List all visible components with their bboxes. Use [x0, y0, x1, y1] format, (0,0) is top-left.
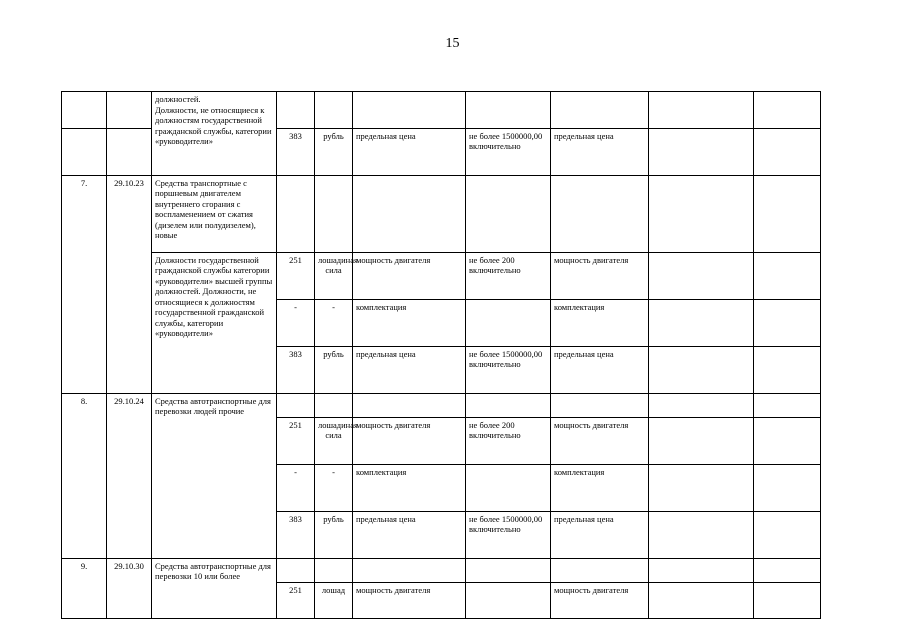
table-row — [62, 393, 876, 417]
cell-empty — [649, 393, 754, 417]
cell-empty — [466, 393, 551, 417]
cell-empty — [353, 393, 466, 417]
table-row — [62, 92, 876, 129]
cell-value — [466, 464, 551, 511]
cell-empty — [107, 92, 152, 129]
table-row — [62, 558, 876, 582]
cell-empty — [754, 92, 821, 129]
cell-empty — [649, 558, 754, 582]
cell-characteristic: предельная цена — [551, 511, 649, 558]
cell-unit: - — [315, 299, 353, 346]
page-number: 15 — [445, 36, 460, 51]
cell-empty — [649, 346, 754, 393]
spec-table — [61, 91, 876, 619]
cell-value: не более 1500000,00 включительно — [466, 128, 551, 175]
cell-characteristic: мощность двигателя — [551, 417, 649, 464]
cell-okei-code: - — [277, 299, 315, 346]
cell-empty — [649, 417, 754, 464]
cell-okei-code: - — [277, 464, 315, 511]
cell-empty — [551, 558, 649, 582]
cell-unit: - — [315, 464, 353, 511]
cell-characteristic: предельная цена — [353, 128, 466, 175]
cell-empty — [62, 92, 107, 129]
table-row — [62, 252, 876, 299]
cell-empty — [466, 558, 551, 582]
cell-empty — [649, 464, 754, 511]
cell-value: не более 1500000,00 включительно — [466, 511, 551, 558]
cell-characteristic: комплектация — [551, 464, 649, 511]
cell-okpd-code: 29.10.30 — [107, 558, 152, 619]
cell-empty — [649, 92, 754, 129]
cell-value: не более 1500000,00 включительно — [466, 346, 551, 393]
cell-empty — [754, 582, 821, 619]
cell-row-number: 7. — [62, 175, 107, 393]
cell-empty — [277, 558, 315, 582]
cell-value — [466, 299, 551, 346]
cell-empty — [754, 128, 821, 175]
cell-empty — [551, 393, 649, 417]
cell-characteristic: предельная цена — [551, 128, 649, 175]
cell-empty — [466, 582, 551, 619]
cell-okei-code: 251 — [277, 252, 315, 299]
cell-empty — [277, 92, 315, 129]
cell-characteristic: комплектация — [551, 299, 649, 346]
cell-empty — [466, 92, 551, 129]
cell-value: не более 200 включительно — [466, 417, 551, 464]
cell-empty — [353, 92, 466, 129]
cell-empty — [107, 128, 152, 175]
cell-empty — [754, 464, 821, 511]
cell-name: Средства автотранспортные для перевозки 10 или более — [152, 558, 277, 619]
cell-empty — [315, 558, 353, 582]
cell-name: Средства автотранспортные для перевозки людей прочие — [152, 393, 277, 558]
cell-characteristic: мощность двигателя — [551, 252, 649, 299]
cell-unit: лошад — [315, 582, 353, 619]
cell-characteristic: комплектация — [353, 464, 466, 511]
cell-empty — [649, 511, 754, 558]
cell-empty — [353, 558, 466, 582]
cell-okei-code: 383 — [277, 128, 315, 175]
cell-empty — [315, 175, 353, 252]
cell-unit: рубль — [315, 128, 353, 175]
cell-position-text: должностей. Должности, не относящиеся к должностям государственной гражданской службы, категории «руководители» — [152, 92, 277, 176]
cell-empty — [649, 252, 754, 299]
cell-empty — [754, 558, 821, 582]
cell-empty — [649, 175, 754, 252]
cell-empty — [649, 582, 754, 619]
cell-empty — [315, 92, 353, 129]
cell-okei-code: 251 — [277, 582, 315, 619]
cell-empty — [353, 175, 466, 252]
cell-empty — [315, 393, 353, 417]
cell-characteristic: комплектация — [353, 299, 466, 346]
cell-empty — [649, 299, 754, 346]
cell-characteristic: предельная цена — [353, 346, 466, 393]
cell-okpd-code: 29.10.24 — [107, 393, 152, 558]
cell-unit: рубль — [315, 346, 353, 393]
cell-row-number: 9. — [62, 558, 107, 619]
cell-okei-code: 383 — [277, 511, 315, 558]
cell-empty — [754, 417, 821, 464]
table-row — [62, 175, 876, 252]
cell-positions: Должности государственной гражданской службы категории «руководители» высшей группы должностей. Должности, не относящиеся к должностям государственной гражданской службы, категории «руководители» — [152, 252, 277, 393]
cell-empty — [551, 92, 649, 129]
cell-empty — [62, 128, 107, 175]
cell-row-number: 8. — [62, 393, 107, 558]
cell-okei-code: 383 — [277, 346, 315, 393]
cell-empty — [277, 175, 315, 252]
cell-empty — [649, 128, 754, 175]
cell-empty — [466, 175, 551, 252]
cell-empty — [754, 299, 821, 346]
cell-characteristic: предельная цена — [353, 511, 466, 558]
cell-empty — [754, 393, 821, 417]
cell-characteristic: мощность двигателя — [551, 582, 649, 619]
cell-value: не более 200 включительно — [466, 252, 551, 299]
cell-empty — [754, 175, 821, 252]
cell-unit: рубль — [315, 511, 353, 558]
cell-empty — [551, 175, 649, 252]
cell-characteristic: мощность двигателя — [353, 582, 466, 619]
cell-unit: лошадиная сила — [315, 252, 353, 299]
cell-empty — [754, 346, 821, 393]
cell-okpd-code: 29.10.23 — [107, 175, 152, 393]
cell-characteristic: мощность двигателя — [353, 417, 466, 464]
cell-empty — [754, 252, 821, 299]
cell-empty — [277, 393, 315, 417]
cell-okei-code: 251 — [277, 417, 315, 464]
cell-name: Средства транспортные с поршневым двигателем внутреннего сгорания с воспламенением от сжатия (дизелем или полудизелем), новые — [152, 175, 277, 252]
cell-characteristic: мощность двигателя — [353, 252, 466, 299]
cell-unit: лошадиная сила — [315, 417, 353, 464]
cell-empty — [754, 511, 821, 558]
cell-characteristic: предельная цена — [551, 346, 649, 393]
